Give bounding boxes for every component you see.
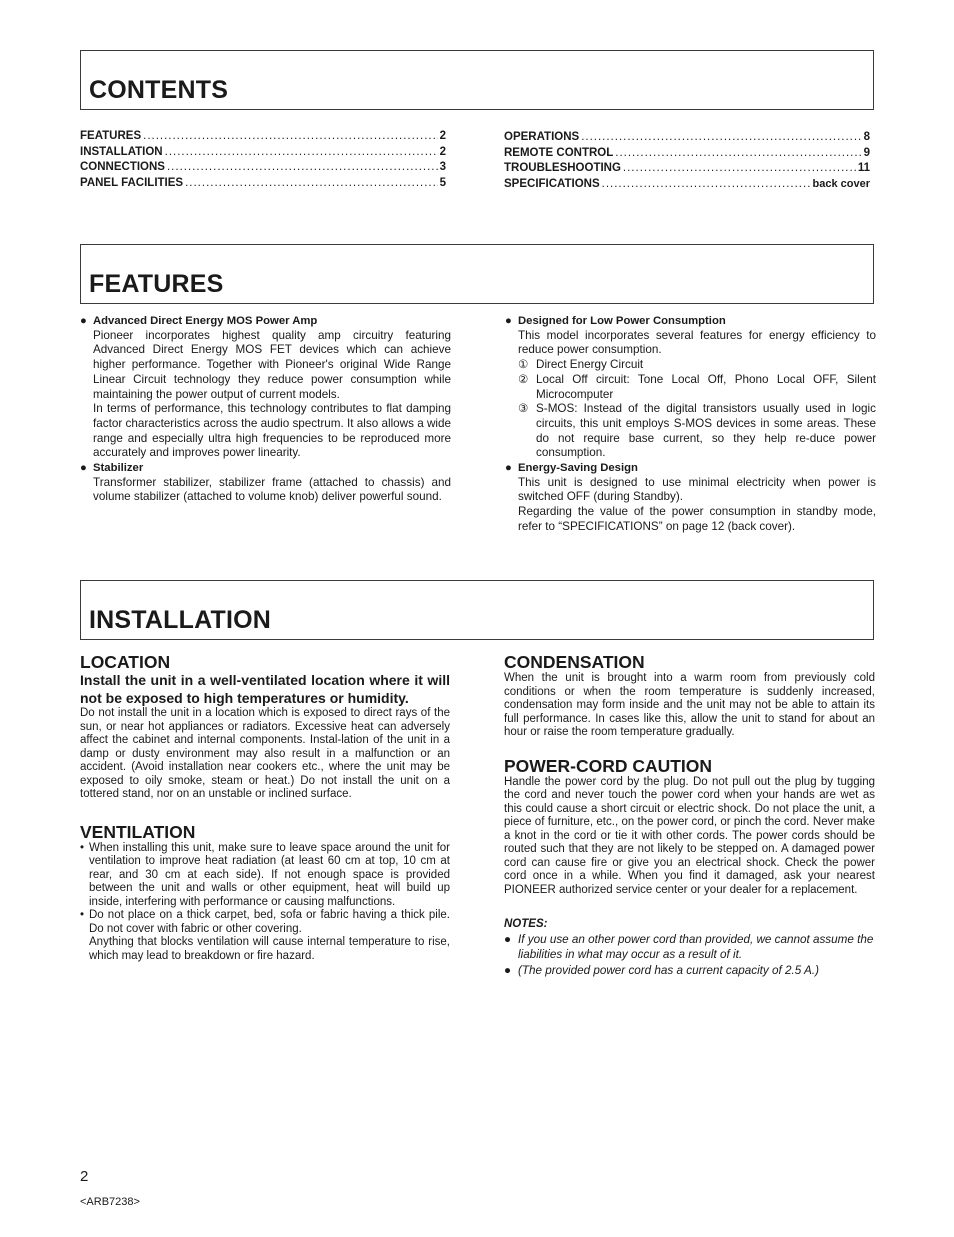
bullet-icon: ● [504, 932, 512, 946]
feature-amp-text-2: In terms of performance, this technology contributes to flat damping factor characteristics across the audio spectrum. It also allows a wide range and especially ultra high frequencies to be reproduced more accurately and improves power linearity. [93, 402, 451, 460]
toc-left [80, 130, 446, 192]
power-cord-heading: POWER-CORD CAUTION [504, 755, 713, 776]
toc-label: CONNECTIONS [80, 161, 165, 173]
location-lead: Install the unit in a well-ventilated location where it will not be exposed to high temperatures or humidity. [80, 672, 450, 706]
toc-label: FEATURES [80, 130, 142, 142]
installation-title: INSTALLATION [89, 606, 272, 634]
feature-amp-text-1: Pioneer incorporates highest quality amp circuitry featuring Advanced Direct Energy MOS FET devices which can achieve higher performance. Together with Pioneer's original Wide Range Linear Circuit technology they reduce power consumption while maintaining the power output of current models. [93, 328, 451, 401]
bullet-icon: ● [80, 315, 87, 327]
features-left-column [80, 314, 451, 505]
toc-right [504, 131, 870, 193]
toc-page: back cover [812, 177, 870, 190]
features-header-box [80, 244, 874, 304]
feature-low-power-item: ② Local Off circuit: Tone Local Off, Phono Local OFF, Silent Microcomputer [518, 372, 876, 401]
note-item: ● If you use an other power cord than provided, we cannot assume the liabilities in what may occur as a result of it. [504, 932, 874, 962]
condensation-text: When the unit is brought into a warm room from previously cold conditions or when the room temperature is suddenly increased, condensation may form inside and the unit may not be able to attain its full performance. In cases like this, allow the unit to stand for about an hour or raise the room temperature gradually. [504, 672, 875, 738]
toc-entry-specifications[interactable] [504, 178, 870, 194]
toc-label: OPERATIONS [504, 131, 580, 143]
feature-low-power-title: ● Designed for Low Power Consumption [505, 315, 726, 327]
features-right-column [505, 314, 876, 535]
toc-page: 9 [863, 146, 870, 159]
feature-low-power-item: ③ S-MOS: Instead of the digital transistors usually used in logic circuits, this unit employs S-MOS devices in some areas. These do not require base current, so they help re-duce power consumption. [518, 402, 876, 460]
contents-title: CONTENTS [89, 76, 229, 104]
toc-entry-operations[interactable] [504, 131, 870, 147]
toc-page: 2 [439, 130, 446, 142]
note-item: ● (The provided power cord has a current capacity of 2.5 A.) [504, 963, 819, 977]
installation-header-box [80, 580, 874, 640]
toc-label: TROUBLESHOOTING [504, 162, 621, 174]
feature-energy-saving-title: ● Energy-Saving Design [505, 462, 638, 475]
notes-title: NOTES: [504, 918, 548, 930]
bullet-icon: ● [505, 315, 512, 327]
ventilation-item: • Do not place on a thick carpet, bed, sofa or fabric having a thick pile. Do not cover with fabric or other covering. [80, 909, 450, 935]
toc-label: REMOTE CONTROL [504, 146, 614, 159]
features-title: FEATURES [89, 270, 224, 298]
feature-amp-title: ● Advanced Direct Energy MOS Power Amp [80, 315, 318, 327]
toc-label: INSTALLATION [80, 145, 163, 158]
toc-entry-troubleshooting[interactable] [504, 162, 870, 178]
toc-page: 3 [439, 161, 446, 173]
ventilation-extra: Anything that blocks ventilation will cause internal temperature to rise, which may lead to breakdown or fire hazard. [89, 936, 450, 962]
condensation-heading: CONDENSATION [504, 652, 645, 672]
toc-entry-installation[interactable] [80, 146, 446, 162]
toc-page: 11 [857, 162, 870, 174]
installation-right-column [504, 652, 875, 978]
document-code: <ARB7238> [80, 1196, 140, 1208]
page-number: 2 [80, 1168, 89, 1185]
bullet-icon: ● [505, 462, 512, 475]
feature-energy-saving-text-2: Regarding the value of the power consumption in standby mode, refer to “SPECIFICATIONS” on page 12 (back cover). [518, 505, 876, 533]
toc-page: 8 [863, 131, 870, 143]
ventilation-item: • When installing this unit, make sure to leave space around the unit for ventilation to improve heat radiation (at least 60 cm at top, 10 cm at rear, and 30 cm at each side). If not enough space is provided between the unit and walls or other equipment, heat will build up inside, interfering with performance or causing malfunctions. [80, 841, 450, 908]
location-heading: LOCATION [80, 652, 171, 672]
installation-left-column [80, 652, 450, 963]
feature-stabilizer-title: ● Stabilizer [80, 462, 144, 475]
power-cord-text: Handle the power cord by the plug. Do not pull out the plug by tugging the cord and never touch the power cord when your hands are wet as this could cause a short circuit or electric shock. Do not place the unit, a piece of furniture, etc., on the power cord, or pinch the cord. Never make a knot in the cord or tie it with other cords. The power cords should be routed such that they are not likely to be stepped on. A damaged power cord can cause fire or give you an electrical shock. Check the power cord once in a while. When you find it damaged, ask your nearest PIONEER authorized service center or your dealer for a replacement. [504, 775, 875, 896]
toc-label: PANEL FACILITIES [80, 176, 184, 189]
location-text: Do not install the unit in a location which is exposed to direct rays of the sun, or near hot appliances or radiators. Excessive heat can adversely affect the cabinet and internal components. Instal-lation of the unit in a damp or dusty environment may also result in a malfunction or an accident. (Avoid installation near cookers etc., where the unit may be exposed to oily smoke, steam or heat.) Do not install the unit on a tottered stand, nor on an unstable or inclined surface. [80, 707, 450, 800]
toc-page: 2 [439, 145, 446, 158]
bullet-icon: ● [504, 963, 512, 977]
ventilation-heading: VENTILATION [80, 821, 196, 842]
bullet-icon: ● [80, 462, 87, 475]
feature-low-power-item: ① Direct Energy Circuit [518, 358, 644, 372]
feature-energy-saving-text-1: This unit is designed to use minimal electricity when power is switched OFF (during Standby). [518, 475, 876, 504]
feature-stabilizer-text: Transformer stabilizer, stabilizer frame (attached to chassis) and volume stabilizer (attached to volume knob) deliver powerful sound. [93, 475, 451, 504]
contents-header-box [80, 50, 874, 110]
feature-low-power-text: This model incorporates several features for energy efficiency to reduce power consumption. [518, 328, 876, 357]
toc-page: 5 [439, 176, 446, 189]
toc-entry-connections[interactable] [80, 161, 446, 177]
toc-entry-panel-facilities[interactable] [80, 177, 446, 193]
toc-entry-features[interactable] [80, 130, 446, 146]
toc-label: SPECIFICATIONS [504, 177, 600, 190]
toc-entry-remote-control[interactable] [504, 147, 870, 163]
